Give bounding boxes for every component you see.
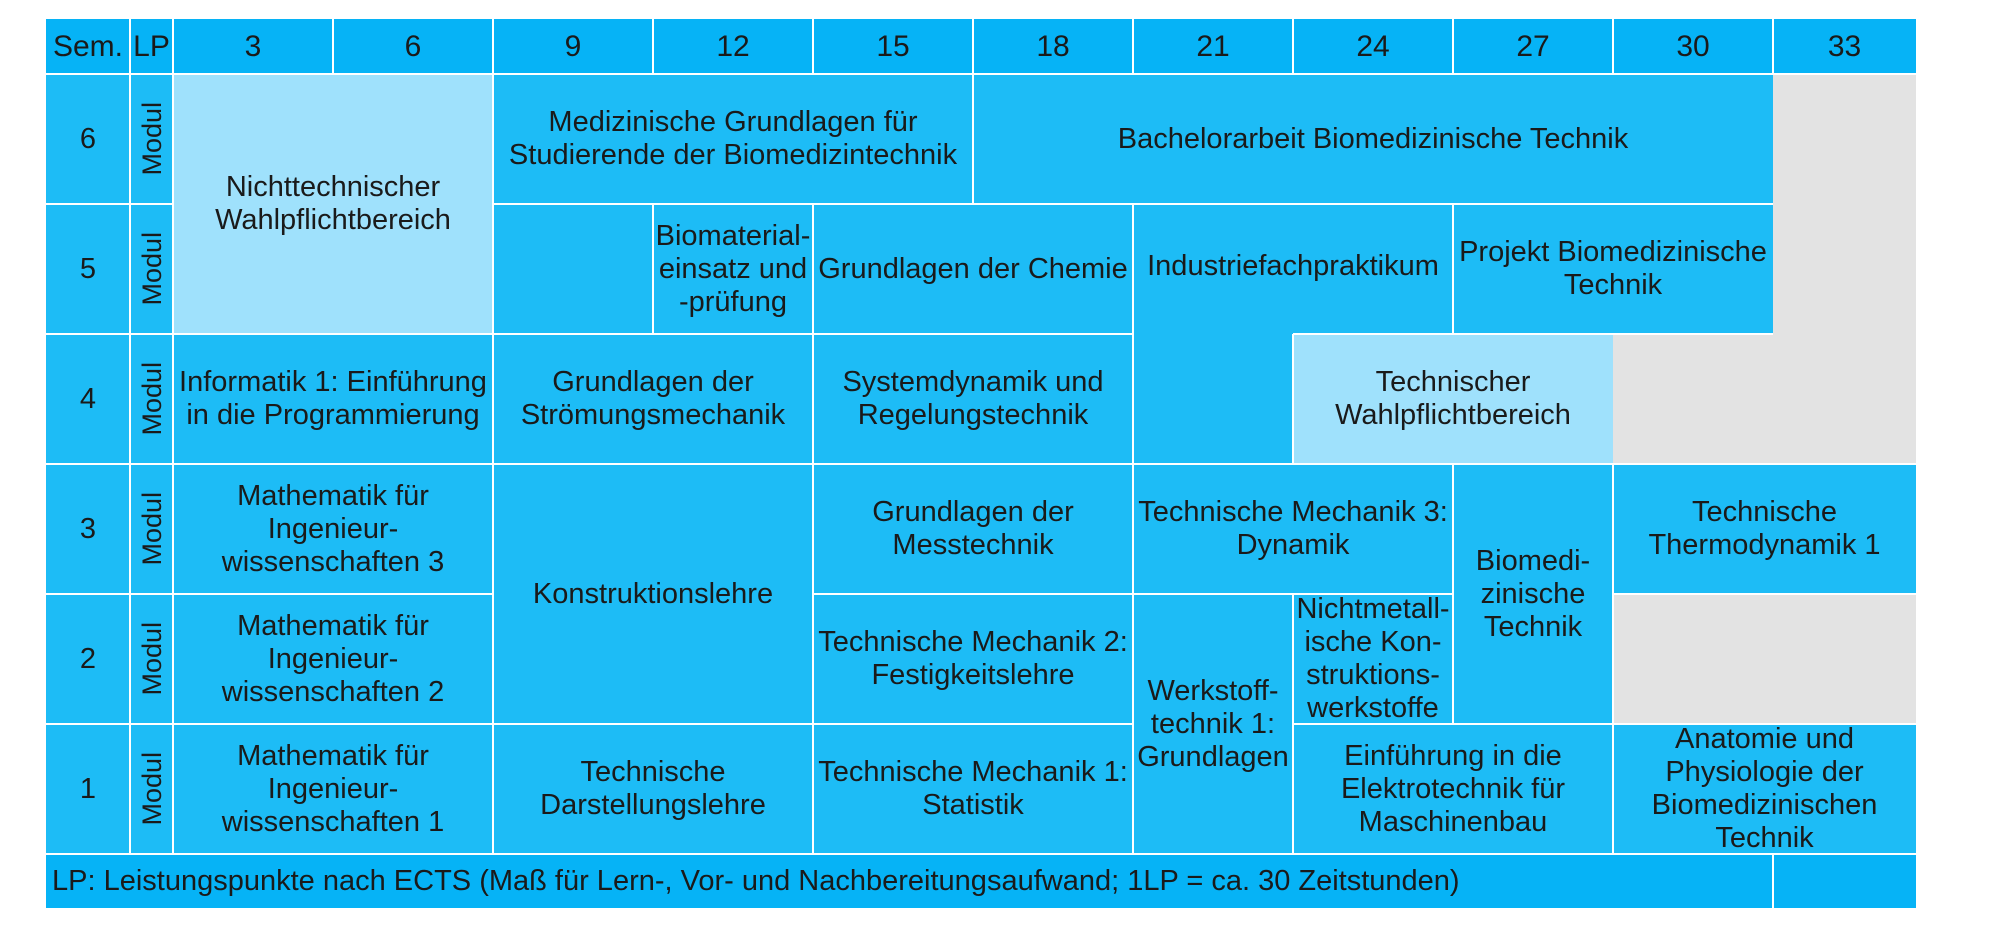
- empty-cell: [1613, 594, 1916, 724]
- industrie-label: Industriefachpraktikum: [1147, 250, 1439, 282]
- module-grundlagen-chemie: Grundlagen der Chemie: [813, 204, 1133, 334]
- modul-text: Modul: [136, 102, 167, 176]
- empty-cell: [1613, 334, 1916, 464]
- modul-label-5: [130, 204, 173, 334]
- module-biomedizinische-technik: Biomedi- zinische Technik: [1453, 464, 1613, 724]
- semester-2: 2: [46, 594, 130, 724]
- header-lp-24: 24: [1293, 19, 1453, 74]
- module-anatomie-physiologie: Anatomie und Physiologie der Biomedizinischen Technik: [1613, 724, 1916, 854]
- module-thermodynamik-1: Technische Thermodynamik 1: [1613, 464, 1916, 594]
- module-systemdynamik: Systemdynamik und Regelungstechnik: [813, 334, 1133, 464]
- header-lp-9: 9: [493, 19, 653, 74]
- empty-cell: [1773, 204, 1916, 334]
- module-konstruktionslehre: Konstruktionslehre: [493, 464, 813, 724]
- module-projekt-biomedizinische-technik: Projekt Biomedizinische Technik: [1453, 204, 1773, 334]
- header-lp-21: 21: [1133, 19, 1293, 74]
- module-messtechnik: Grundlagen der Messtechnik: [813, 464, 1133, 594]
- module-informatik-1: Informatik 1: Einführung in die Programmierung: [173, 334, 493, 464]
- semester-1: 1: [46, 724, 130, 854]
- semester-6: 6: [46, 74, 130, 204]
- curriculum-table: [46, 19, 1966, 928]
- module-mathematik-2: Mathematik für Ingenieur- wissenschaften 2: [173, 594, 493, 724]
- module-mathematik-1: Mathematik für Ingenieur- wissenschaften 1: [173, 724, 493, 854]
- semester-3: 3: [46, 464, 130, 594]
- modul-label-2: [130, 594, 173, 724]
- modul-text: Modul: [136, 232, 167, 306]
- modul-text: Modul: [136, 492, 167, 566]
- header-lp-3: 3: [173, 19, 333, 74]
- footer-end-cell: [1773, 854, 1916, 908]
- header-lp-30: 30: [1613, 19, 1773, 74]
- empty-module-area: [493, 204, 653, 334]
- module-biomaterial: Biomaterial- einsatz und -prüfung: [653, 204, 813, 334]
- semester-5: 5: [46, 204, 130, 334]
- module-bachelorarbeit: Bachelorarbeit Biomedizinische Technik: [973, 74, 1773, 204]
- header-lp-33: 33: [1773, 19, 1916, 74]
- module-nichttechnischer-wahlpflichtbereich: Nichttechnischer Wahlpflichtbereich: [173, 74, 493, 334]
- module-medizinische-grundlagen: Medizinische Grundlagen für Studierende der Biomedizintechnik: [493, 74, 973, 204]
- module-technischer-wahlpflichtbereich: Technischer Wahlpflichtbereich: [1293, 334, 1613, 464]
- modul-label-1: [130, 724, 173, 854]
- module-technische-mechanik-2: Technische Mechanik 2: Festigkeitslehre: [813, 594, 1133, 724]
- module-werkstofftechnik-1: Werkstoff- technik 1: Grundlagen: [1133, 594, 1293, 854]
- modul-label-3: [130, 464, 173, 594]
- module-darstellungslehre: Technische Darstellungslehre: [493, 724, 813, 854]
- module-technische-mechanik-1: Technische Mechanik 1: Statistik: [813, 724, 1133, 854]
- modul-text: Modul: [136, 362, 167, 436]
- module-technische-mechanik-3: Technische Mechanik 3: Dynamik: [1133, 464, 1453, 594]
- module-stroemungsmechanik: Grundlagen der Strömungsmechanik: [493, 334, 813, 464]
- header-sem: Sem.: [46, 19, 130, 74]
- semester-4: 4: [46, 334, 130, 464]
- modul-text: Modul: [136, 622, 167, 696]
- empty-cell: [1773, 74, 1916, 204]
- header-lp-6: 6: [333, 19, 493, 74]
- module-nichtmetallische-werkstoffe: Nichtmetall- ische Kon- struktions- werkstoffe: [1293, 594, 1453, 724]
- module-elektrotechnik: Einführung in die Elektrotechnik für Maschinenbau: [1293, 724, 1613, 854]
- footer-legend: LP: Leistungspunkte nach ECTS (Maß für Lern-, Vor- und Nachbereitungsaufwand; 1LP = ca. 30 Zeitstunden): [46, 854, 1773, 908]
- modul-label-6: [130, 74, 173, 204]
- header-lp-15: 15: [813, 19, 973, 74]
- modul-text: Modul: [136, 752, 167, 826]
- header-lp-27: 27: [1453, 19, 1613, 74]
- modul-label-4: [130, 334, 173, 464]
- header-lp-18: 18: [973, 19, 1133, 74]
- header-lp-12: 12: [653, 19, 813, 74]
- header-lp: LP: [130, 19, 173, 74]
- module-mathematik-3: Mathematik für Ingenieur- wissenschaften 3: [173, 464, 493, 594]
